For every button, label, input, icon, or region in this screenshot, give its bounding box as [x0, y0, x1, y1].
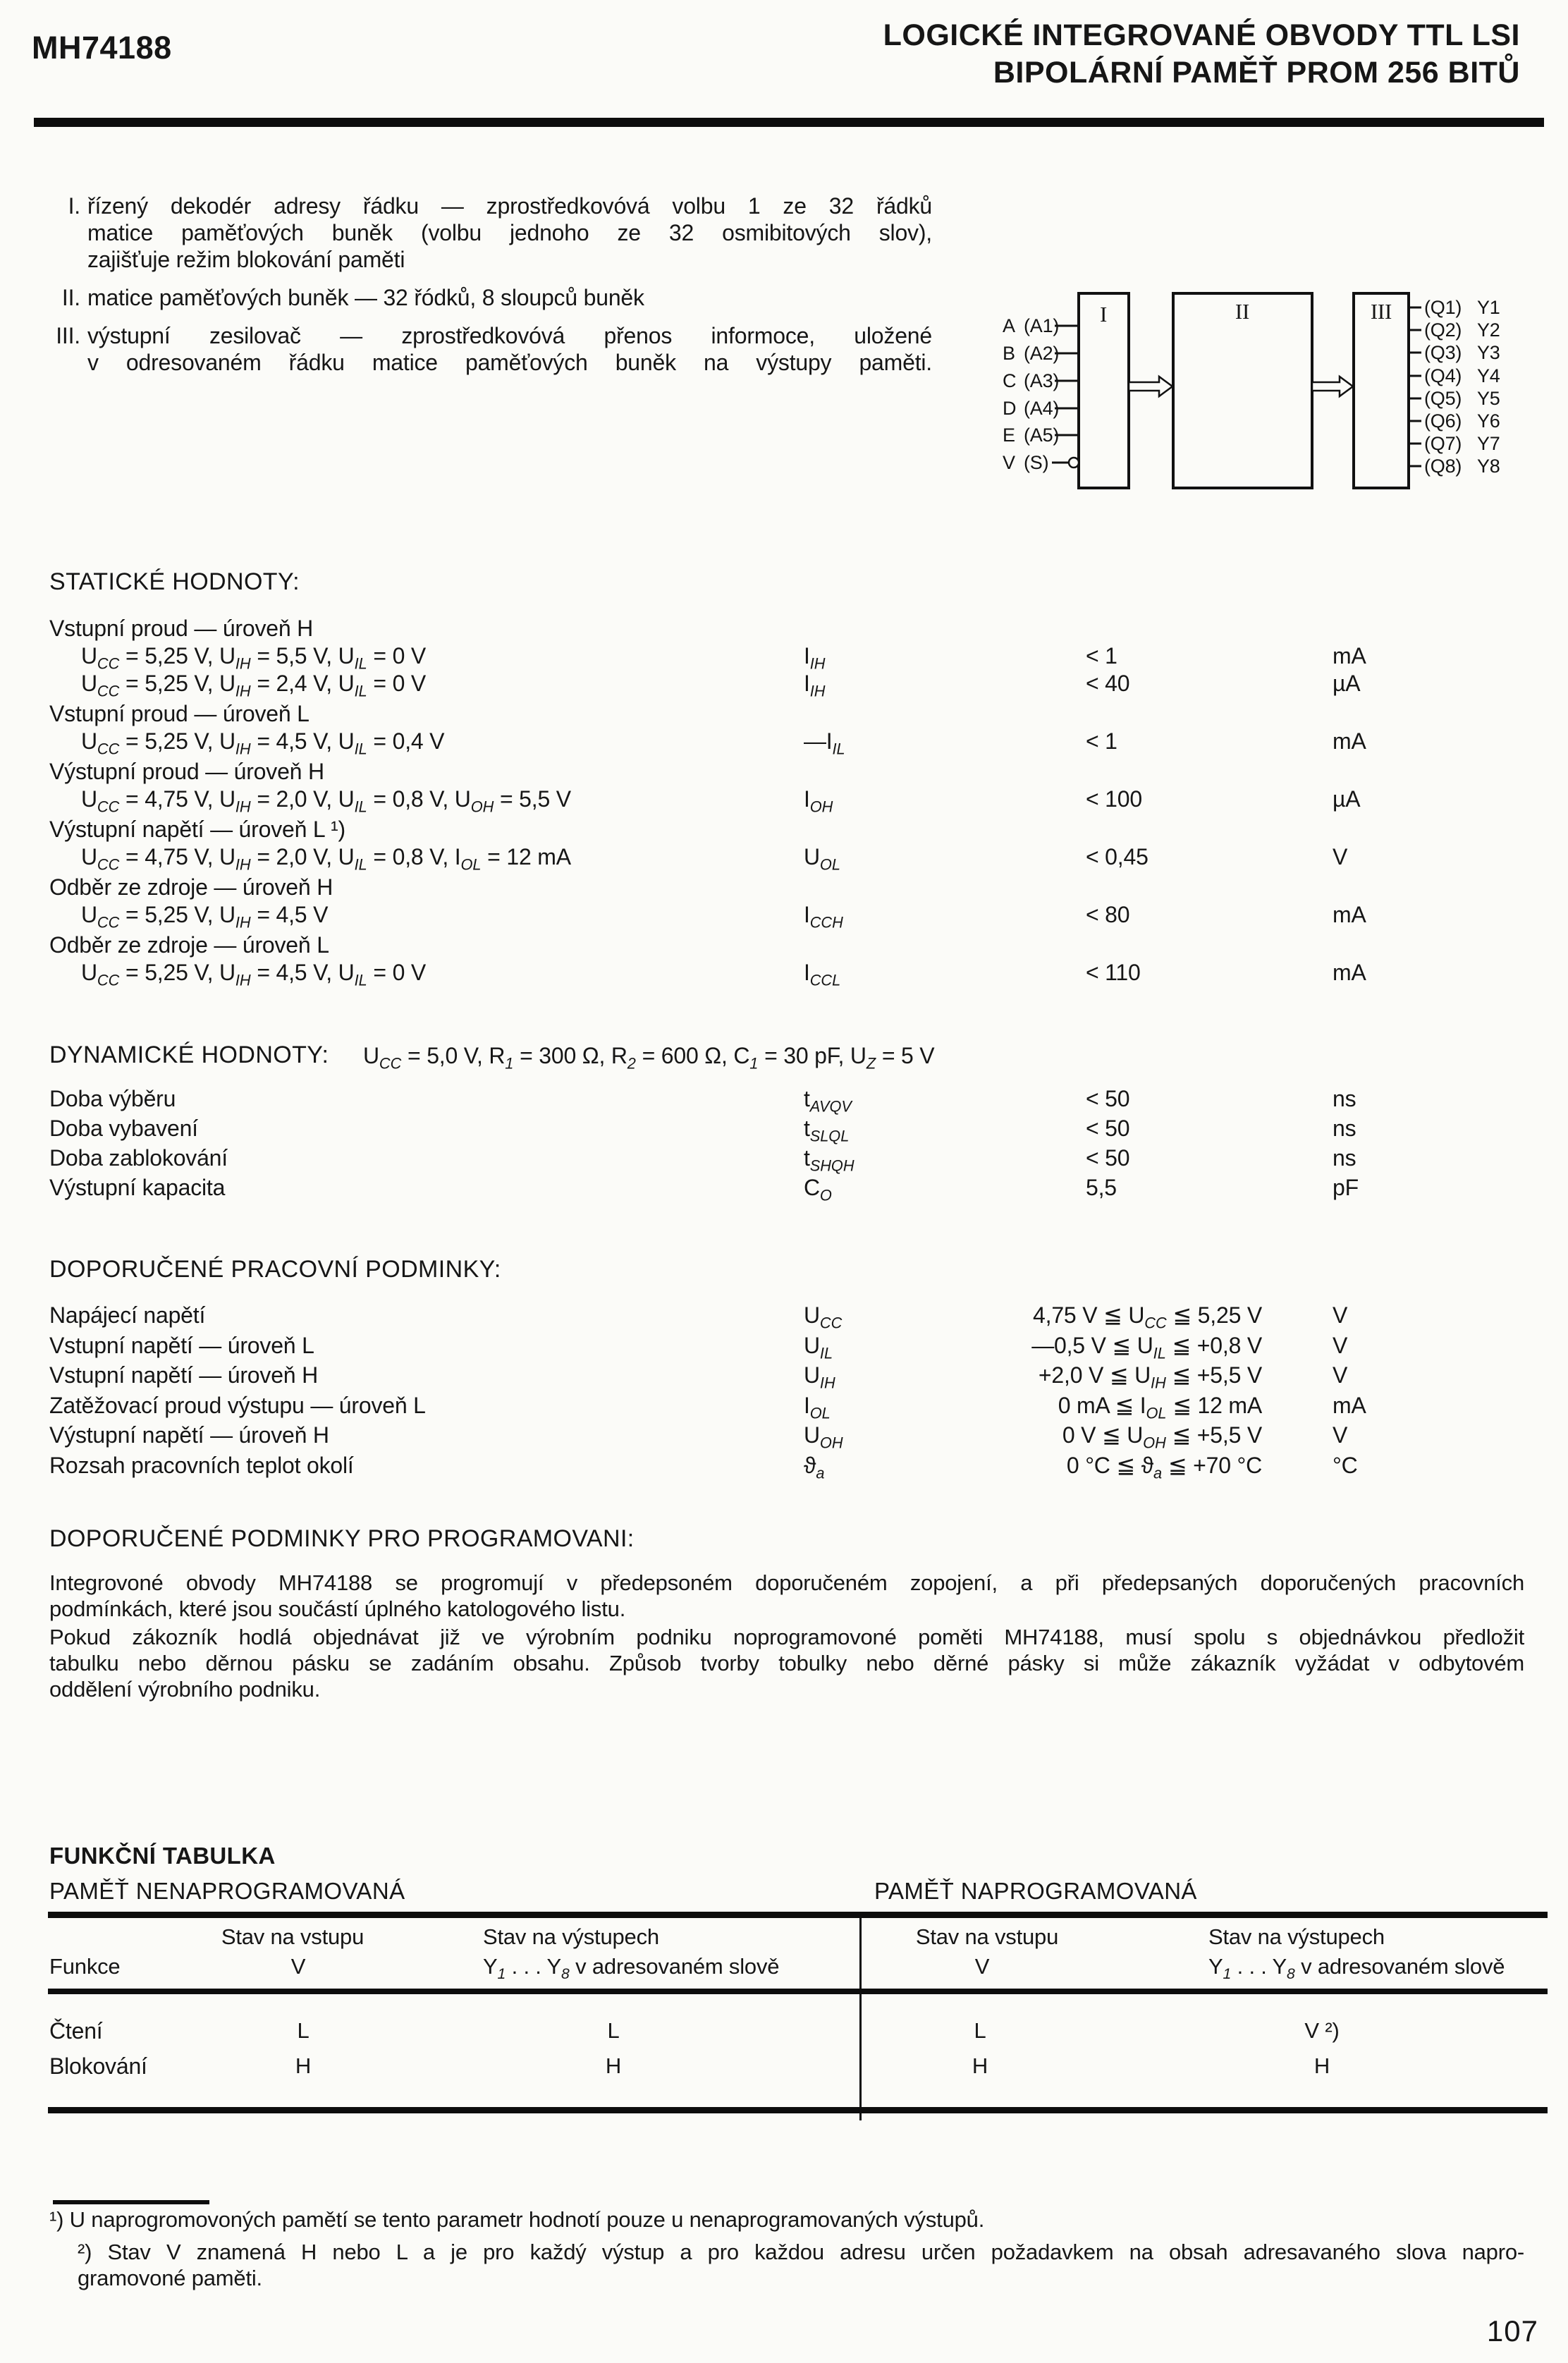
- output-name: Y8: [1477, 456, 1500, 477]
- document-title: [883, 17, 1520, 92]
- spec-symbol: $I_{OL}$: [804, 1392, 831, 1422]
- spec-range: +2,0 V ≦ $U_{IH}$ ≦ +5,5 V: [1038, 1362, 1262, 1392]
- table-header: $Y_1$ . . . $Y_8$ v adresovaném slově: [1208, 1954, 1505, 1983]
- input-name: B: [1003, 343, 1015, 364]
- output-pin: (Q5): [1424, 388, 1462, 409]
- spec-unit: ns: [1333, 1086, 1356, 1111]
- output-pin: (Q3): [1424, 342, 1462, 363]
- spec-row-label: Výstupní kapacita: [49, 1175, 226, 1200]
- input-pin: (A5): [1024, 425, 1060, 446]
- table-cell: L: [974, 2018, 986, 2043]
- spec-row: [49, 1300, 1523, 1331]
- spec-row-label: Odběr ze zdroje — úroveň H: [49, 874, 333, 900]
- input-name: E: [1003, 425, 1015, 446]
- spec-symbol: $I_{CCH}$: [804, 902, 843, 932]
- spec-row-label: Zatěžovací proud výstupu — úroveň L: [49, 1392, 426, 1418]
- programming-paragraph-2: Pokud zákozník hodlá objednávat již ve výrobním podniku noprogramovoné poměti MH74188, musí spolu s objednávkou předložit tabulku nebo děrnou pásku se zadáním obsahu. Způsob tvorby tobulky nebo děrné pásky si může zákazník vyžádat v odbytovém oddělení výrobního podniku.: [49, 1625, 1524, 1702]
- list-item-text: řízený dekodér adresy řádku — zprostředkovóvá volbu 1 ze 32 řádků matice paměťových buněk (volbu jednoho ze 32 osmibitových slov), zajišťuje režim blokování paměti: [87, 193, 932, 272]
- spec-unit: ns: [1333, 1116, 1356, 1141]
- spec-row-label: Výstupní napětí — úroveň H: [49, 1422, 329, 1448]
- spec-unit: mA: [1333, 728, 1366, 754]
- output-name: Y7: [1477, 433, 1500, 454]
- table-divider: [859, 1912, 862, 2120]
- spec-value: < 1: [1086, 643, 1117, 668]
- spec-value: < 100: [1086, 786, 1142, 812]
- block-diagram: [973, 281, 1537, 501]
- spec-unit: °C: [1333, 1452, 1358, 1478]
- spec-row: [49, 1451, 1523, 1481]
- spec-row-label: Rozsah pracovních teplot okolí: [49, 1452, 354, 1478]
- spec-unit: mA: [1333, 960, 1366, 985]
- input-name: V: [1003, 452, 1015, 473]
- spec-range: 4,75 V ≦ $U_{CC}$ ≦ 5,25 V: [1033, 1302, 1262, 1332]
- inverter-bubble-icon: [1069, 458, 1079, 468]
- spec-row: [49, 670, 1523, 700]
- table-header: Stav na vstupu: [221, 1924, 365, 1949]
- header-rule: [34, 118, 1544, 127]
- spec-symbol: $I_{IH}$: [804, 643, 826, 673]
- spec-row: [49, 901, 1523, 932]
- title-line-2: BIPOLÁRNÍ PAMĚŤ PROM 256 BITŮ: [993, 56, 1520, 90]
- spec-value: < 50: [1086, 1086, 1130, 1111]
- spec-symbol: $—I_{IL}$: [804, 728, 845, 758]
- spec-symbol: $U_{CC}$: [804, 1302, 843, 1332]
- table-cell: L: [607, 2018, 620, 2043]
- spec-unit: mA: [1333, 643, 1366, 668]
- spec-unit: µA: [1333, 786, 1361, 812]
- spec-row: [49, 1331, 1523, 1361]
- block-description-list: [49, 193, 932, 387]
- function-table-left-title: PAMĚŤ NENAPROGRAMOVANÁ: [49, 1878, 405, 1904]
- input-pin: (A3): [1024, 370, 1060, 391]
- output-name: Y5: [1477, 388, 1500, 409]
- spec-row: [49, 843, 1523, 874]
- spec-row-label: Vstupní napětí — úroveň L: [49, 1332, 314, 1358]
- spec-unit: ns: [1333, 1145, 1356, 1171]
- spec-unit: pF: [1333, 1175, 1359, 1200]
- footnote-marker: ²): [78, 2240, 92, 2264]
- table-rule-bottom: [48, 2107, 1548, 2113]
- spec-conditions: $U_{CC} = 4,75$ V, $U_{IH} = 2,0$ V, $U_{IL} = 0,8$ V, $I_{OL} = 12$ mA: [81, 844, 571, 874]
- spec-value: < 40: [1086, 671, 1130, 696]
- spec-unit: V: [1333, 1422, 1348, 1448]
- spec-row: [49, 1084, 1523, 1116]
- spec-row-label: Doba výběru: [49, 1086, 176, 1111]
- list-item: [49, 193, 932, 273]
- title-line-1: LOGICKÉ INTEGROVANÉ OBVODY TTL LSI: [883, 18, 1520, 52]
- dynamic-test-conditions: $U_{CC} = 5,0$ V, $R_1 = 300$ Ω, $R_2 = 600$ Ω, $C_1 = 30$ pF, $U_Z = 5$ V: [363, 1043, 935, 1073]
- footnote-rule: [53, 2200, 209, 2204]
- function-table-right-title: PAMĚŤ NAPROGRAMOVANÁ: [874, 1878, 1197, 1904]
- spec-symbol: $I_{OH}$: [804, 786, 833, 816]
- list-item-numeral: I.: [68, 193, 80, 219]
- block-label: I: [1099, 302, 1108, 326]
- spec-symbol: $C_O$: [804, 1175, 832, 1204]
- section-title-programming: DOPORUČENÉ PODMINKY PRO PROGRAMOVANI:: [49, 1525, 635, 1552]
- spec-conditions: $U_{CC} = 5,25$ V, $U_{IH} = 4,5$ V: [81, 902, 329, 932]
- arrow-icon: [1312, 377, 1353, 396]
- spec-unit: V: [1333, 1332, 1348, 1358]
- spec-group: [49, 758, 1523, 816]
- output-pin: (Q6): [1424, 410, 1462, 432]
- spec-conditions: $U_{CC} = 4,75$ V, $U_{IH} = 2,0$ V, $U_{IL} = 0,8$ V, $U_{OH} = 5,5$ V: [81, 786, 571, 816]
- spec-group: [49, 615, 1523, 700]
- spec-symbol: $U_{IH}$: [804, 1362, 835, 1392]
- spec-row-label: Výstupní proud — úroveň H: [49, 759, 324, 784]
- spec-conditions: $U_{CC} = 5,25$ V, $U_{IH} = 2,4$ V, $U_{IL} = 0$ V: [81, 671, 427, 700]
- table-cell: H: [295, 2053, 312, 2078]
- spec-symbol: $U_{IL}$: [804, 1332, 833, 1362]
- spec-row: [49, 1173, 1523, 1202]
- table-cell: V ²): [1304, 2018, 1340, 2043]
- spec-group: [49, 816, 1523, 874]
- block-label: III: [1370, 299, 1392, 324]
- spec-range: —0,5 V ≦ $U_{IL}$ ≦ +0,8 V: [1031, 1332, 1262, 1362]
- function-table-title: FUNKČNÍ TABULKA: [49, 1843, 276, 1869]
- list-item-text: matice paměťových buněk — 32 řódků, 8 sloupců buněk: [87, 285, 644, 310]
- output-pin: (Q7): [1424, 433, 1462, 454]
- spec-conditions: $U_{CC} = 5,25$ V, $U_{IH} = 4,5$ V, $U_{IL} = 0$ V: [81, 960, 427, 989]
- table-cell: H: [1313, 2053, 1330, 2078]
- spec-row-label: Vstupní napětí — úroveň H: [49, 1362, 319, 1388]
- table-header: Stav na výstupech: [483, 1924, 659, 1949]
- list-item: [49, 284, 932, 311]
- spec-value: < 110: [1086, 960, 1141, 985]
- output-name: Y3: [1477, 342, 1500, 363]
- output-pin: (Q8): [1424, 456, 1462, 477]
- spec-conditions: $U_{CC} = 5,25$ V, $U_{IH} = 5,5$ V, $U_{IL} = 0$ V: [81, 643, 427, 673]
- spec-row: [49, 959, 1523, 987]
- spec-unit: mA: [1333, 902, 1366, 927]
- table-cell: L: [297, 2018, 310, 2043]
- table-row-function: Čtení: [49, 2018, 103, 2044]
- list-item-numeral: II.: [61, 285, 80, 310]
- spec-group: [49, 932, 1523, 987]
- spec-range: 0 °C ≦ $ϑ_a$ ≦ +70 °C: [1066, 1452, 1262, 1482]
- list-item: [49, 322, 932, 376]
- spec-row: [49, 1391, 1523, 1421]
- spec-row-label: Doba vybavení: [49, 1116, 198, 1141]
- part-number: MH74188: [32, 30, 172, 66]
- input-name: D: [1003, 398, 1017, 419]
- output-pin: (Q1): [1424, 297, 1462, 318]
- spec-symbol: $U_{OH}$: [804, 1422, 843, 1452]
- spec-value: < 80: [1086, 902, 1130, 927]
- spec-row: [49, 1143, 1523, 1173]
- spec-unit: V: [1333, 1302, 1348, 1328]
- table-row-function: Blokování: [49, 2053, 147, 2079]
- spec-symbol: $I_{IH}$: [804, 671, 826, 700]
- spec-row: [49, 786, 1523, 816]
- block-label: II: [1235, 299, 1250, 324]
- table-header: Funkce: [49, 1954, 121, 1979]
- spec-row: [49, 1113, 1523, 1143]
- spec-group: [49, 700, 1523, 758]
- spec-row-label: Doba zablokování: [49, 1145, 228, 1171]
- spec-symbol: $t_{AVQV}$: [804, 1086, 852, 1116]
- input-name: C: [1003, 370, 1017, 391]
- section-title-operating: DOPORUČENÉ PRACOVNÍ PODMINKY:: [49, 1256, 501, 1283]
- spec-symbol: $t_{SLQL}$: [804, 1116, 850, 1145]
- spec-row-label: Napájecí napětí: [49, 1302, 206, 1328]
- table-cell: H: [605, 2053, 622, 2078]
- table-header: $Y_1$ . . . $Y_8$ v adresovaném slově: [483, 1954, 780, 1983]
- output-name: Y6: [1477, 410, 1500, 432]
- spec-value: < 50: [1086, 1145, 1130, 1171]
- spec-row-label: Vstupní proud — úroveň L: [49, 701, 310, 726]
- output-pin: (Q4): [1424, 365, 1462, 386]
- spec-conditions: $U_{CC} = 5,25$ V, $U_{IH} = 4,5$ V, $U_{IL} = 0,4$ V: [81, 728, 445, 758]
- spec-row-label: Odběr ze zdroje — úroveň L: [49, 932, 329, 958]
- list-item-numeral: III.: [56, 323, 80, 348]
- section-title-static: STATICKÉ HODNOTY:: [49, 568, 300, 595]
- spec-value: < 0,45: [1086, 844, 1149, 869]
- section-title-dynamic: DYNAMICKÉ HODNOTY:: [49, 1042, 329, 1068]
- operating-conditions-table: [49, 1300, 1523, 1480]
- input-pin: (S): [1024, 452, 1049, 473]
- arrow-icon: [1129, 377, 1172, 396]
- spec-symbol: $t_{SHQH}$: [804, 1145, 855, 1175]
- spec-row: [49, 1360, 1523, 1391]
- spec-row: [49, 1420, 1523, 1451]
- static-values-table: [49, 615, 1523, 987]
- table-rule-header: [48, 1989, 1548, 1994]
- input-pin: (A4): [1024, 398, 1060, 419]
- output-name: Y2: [1477, 319, 1500, 341]
- table-header: Stav na výstupech: [1208, 1924, 1385, 1949]
- input-name: A: [1003, 315, 1015, 336]
- output-pin: (Q2): [1424, 319, 1462, 341]
- spec-value: < 50: [1086, 1116, 1130, 1141]
- spec-row: [49, 642, 1523, 673]
- table-header: V: [290, 1954, 306, 1979]
- spec-unit: µA: [1333, 671, 1361, 696]
- table-rule-top: [48, 1912, 1548, 1918]
- spec-range: 0 V ≦ $U_{OH}$ ≦ +5,5 V: [1062, 1422, 1262, 1452]
- spec-value: 5,5: [1086, 1175, 1117, 1200]
- spec-symbol: $U_{OL}$: [804, 844, 840, 874]
- footnote-marker: ¹): [49, 2207, 64, 2232]
- output-name: Y1: [1477, 297, 1500, 318]
- footnote-1: ¹) U naprogromovoných pamětí se tento parametr hodnotí pouze u nenaprogramovaných výstupů.: [49, 2207, 985, 2232]
- input-pin: (A1): [1024, 315, 1060, 336]
- page-number: 107: [1486, 2314, 1538, 2347]
- spec-row-label: Výstupní napětí — úroveň L ¹): [49, 817, 345, 842]
- spec-range: 0 mA ≦ $I_{OL}$ ≦ 12 mA: [1058, 1392, 1262, 1422]
- spec-value: < 1: [1086, 728, 1117, 754]
- spec-unit: mA: [1333, 1392, 1366, 1418]
- programming-paragraph-1: Integrovoné obvody MH74188 se progromují v předepsoném doporučeném zopojení, a při předepsaných doporučených pracovních podmínkách, které jsou součástí úplného katologového listu.: [49, 1570, 1524, 1621]
- spec-row: [49, 728, 1523, 758]
- spec-symbol: $ϑ_a$: [804, 1452, 825, 1482]
- footnote-2: ²) Stav V znamená H nebo L a je pro každý výstup a pro každou adresu určen požadavkem na obsah adresavaného slova napro- gramovoné paměti.: [78, 2240, 1524, 2290]
- spec-group: [49, 874, 1523, 932]
- table-header: Stav na vstupu: [915, 1924, 1059, 1949]
- table-cell: H: [972, 2053, 988, 2078]
- spec-symbol: $I_{CCL}$: [804, 960, 841, 989]
- spec-unit: V: [1333, 844, 1348, 869]
- dynamic-values-table: [49, 1084, 1523, 1202]
- list-item-text: výstupní zesilovač — zprostředkovóvá přenos informoce, uložené v odresovaném řádku matice paměťových buněk na výstupy paměti.: [87, 323, 932, 375]
- spec-row-label: Vstupní proud — úroveň H: [49, 616, 314, 641]
- output-name: Y4: [1477, 365, 1500, 386]
- table-header: V: [974, 1954, 990, 1979]
- input-pin: (A2): [1024, 343, 1060, 364]
- spec-unit: V: [1333, 1362, 1348, 1388]
